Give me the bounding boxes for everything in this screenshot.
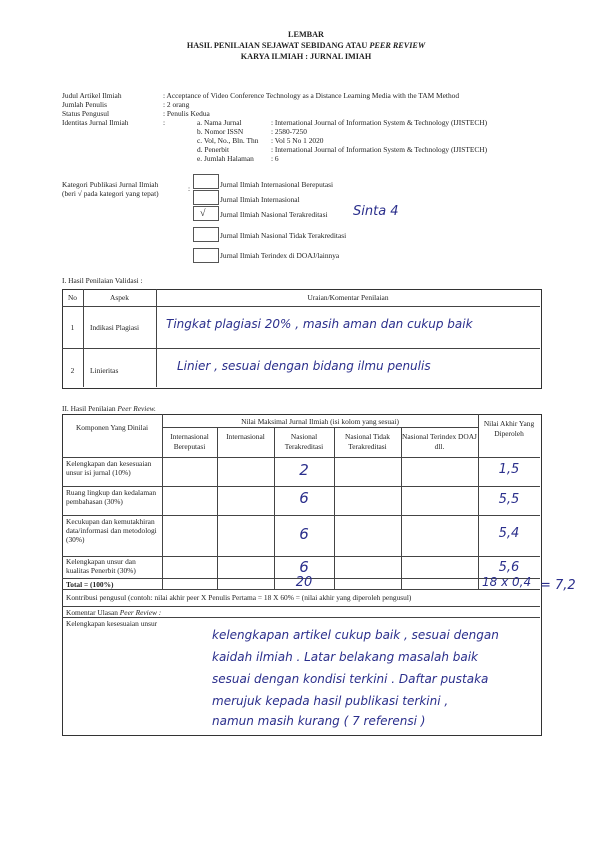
- label-halaman: e. Jumlah Halaman: [197, 154, 254, 163]
- total-nilai: 18 x 0,4: [482, 575, 532, 589]
- row-1-aspek: Indikasi Plagiasi: [90, 323, 140, 332]
- row-1-no: 1: [70, 323, 75, 332]
- value-issn: : 2580-7250: [271, 127, 307, 136]
- row-nasional-1: 2: [299, 461, 309, 479]
- category-checkbox-3[interactable]: [193, 206, 219, 221]
- row-nasional-2: 6: [299, 489, 309, 507]
- category-option-5: Jurnal Ilmiah Terindex di DOAJ/lainnya: [220, 251, 340, 260]
- category-option-3: Jurnal Ilmiah Nasional Terakreditasi: [220, 210, 328, 219]
- row-nilai-2: 5,5: [498, 492, 520, 507]
- header-internasional-bereputasi: Internasional Bereputasi: [170, 432, 209, 451]
- value-jumlah-penulis: : 2 orang: [163, 100, 190, 109]
- value-nama-jurnal: : International Journal of Information System & Technology (IJISTECH): [271, 118, 488, 127]
- check-mark: √: [200, 208, 206, 219]
- handwritten-sinta: Sinta 4: [353, 204, 399, 219]
- header-komponen: Komponen Yang Dinilai: [75, 423, 149, 432]
- row-1-comment: Tingkat plagiasi 20% , masih aman dan cukup baik: [166, 317, 473, 331]
- row-komponen-2: Ruang lingkup dan kedalaman pembahasan (30%): [66, 488, 157, 506]
- label-identitas: Identitas Jurnal Ilmiah: [62, 118, 129, 127]
- value-identitas: :: [163, 118, 166, 127]
- header-subtitle: HASIL PENILAIAN SEJAWAT SEBIDANG ATAU PEER REVIEW: [186, 41, 426, 50]
- category-checkbox-1[interactable]: [193, 174, 219, 189]
- row-2-comment: Linier , sesuai dengan bidang ilmu penulis: [177, 359, 431, 373]
- komentar-label: Komentar Ulasan Peer Review :: [66, 608, 162, 617]
- category-hint: (beri √ pada kategori yang tepat): [62, 189, 159, 198]
- comment-line-1: kelengkapan artikel cukup baik , sesuai dengan: [212, 628, 499, 642]
- label-penerbit: d. Penerbit: [197, 145, 230, 154]
- value-status: : Penulis Kedua: [163, 109, 210, 118]
- header-nasional-tidak: Nasional Tidak Terakreditasi: [345, 432, 390, 451]
- kontribusi-label: Kontribusi pengusul (contoh: nilai akhir peer X Penulis Pertama = 18 X 60% = (nilai akhir yang diperoleh pengusul): [66, 593, 412, 602]
- row-2-no: 2: [70, 366, 75, 375]
- header-internasional: Internasional: [226, 432, 265, 441]
- header-no: No: [67, 293, 78, 302]
- category-colon: :: [188, 184, 191, 193]
- row-komponen-4: Kelengkapan unsur dan kualitas Penerbit (30%): [66, 557, 136, 575]
- comment-line-3: sesuai dengan kondisi terkini . Daftar pustaka: [212, 672, 489, 686]
- category-option-2: Jurnal Ilmiah Internasional: [220, 195, 300, 204]
- row-nasional-4: 6: [299, 558, 309, 576]
- value-penerbit: : International Journal of Information System & Technology (IJISTECH): [271, 145, 488, 154]
- validation-title: I. Hasil Penilaian Validasi :: [62, 276, 143, 285]
- row-nilai-1: 1,5: [498, 462, 520, 477]
- label-jumlah-penulis: Jumlah Penulis: [62, 100, 107, 109]
- row-komponen-3: Kecukupan dan kemutakhiran data/informasi dan metodologi (30%): [66, 517, 157, 544]
- category-label: Kategori Publikasi Jurnal Ilmiah: [62, 180, 159, 189]
- header-nasional-terakreditasi: Nasional Terakreditasi: [284, 432, 324, 451]
- total-label: Total = (100%): [66, 580, 114, 589]
- row-nasional-3: 6: [299, 525, 309, 543]
- total-nasional: 20: [295, 575, 313, 590]
- category-checkbox-4[interactable]: [193, 227, 219, 242]
- row-nilai-3: 5,4: [498, 526, 520, 541]
- category-checkbox-5[interactable]: [193, 248, 219, 263]
- label-nama-jurnal: a. Nama Jurnal: [197, 118, 242, 127]
- kelengkapan-label: Kelengkapan kesesuaian unsur: [66, 619, 158, 628]
- header-uraian: Uraian/Komentar Penilaian: [307, 293, 389, 302]
- row-2-aspek: Linieritas: [90, 366, 119, 375]
- comment-line-5: namun masih kurang ( 7 referensi ): [212, 714, 426, 728]
- total-result: = 7,2: [540, 578, 576, 593]
- value-judul: : Acceptance of Video Conference Technology as a Distance Learning Media with the TAM Method: [163, 91, 460, 100]
- header-aspek: Aspek: [110, 293, 129, 302]
- comment-line-4: merujuk kepada hasil publikasi terkini ,: [212, 694, 449, 708]
- row-nilai-4: 5,6: [498, 560, 520, 575]
- label-status: Status Pengusul: [62, 109, 110, 118]
- category-option-1: Jurnal Ilmiah Internasional Bereputasi: [220, 180, 334, 189]
- category-checkbox-2[interactable]: [193, 190, 219, 205]
- value-vol: : Vol 5 No 1 2020: [271, 136, 324, 145]
- row-komponen-1: Kelengkapan dan kesesuaian unsur isi jurnal (10%): [66, 459, 152, 477]
- category-option-4: Jurnal Ilmiah Nasional Tidak Terakreditasi: [220, 231, 347, 240]
- header-title: LEMBAR: [288, 30, 324, 39]
- label-vol: c. Vol, No., Bln. Thn: [197, 136, 259, 145]
- value-halaman: : 6: [271, 154, 279, 163]
- peer-review-title: II. Hasil Penilaian Peer Review.: [62, 404, 156, 413]
- label-issn: b. Nomor ISSN: [197, 127, 244, 136]
- header-nilai-maks: Nilai Maksimal Jurnal Ilmiah (isi kolom yang sesuai): [241, 417, 399, 426]
- label-judul: Judul Artikel Ilmiah: [62, 91, 122, 100]
- header-subtitle-2: KARYA ILMIAH : JURNAL IMIAH: [240, 52, 372, 61]
- comment-line-2: kaidah ilmiah . Latar belakang masalah baik: [212, 650, 479, 664]
- header-doaj: Nasional Terindex DOAJ dll.: [402, 432, 477, 451]
- header-nilai-akhir: Nilai Akhir Yang Diperoleh: [483, 419, 535, 438]
